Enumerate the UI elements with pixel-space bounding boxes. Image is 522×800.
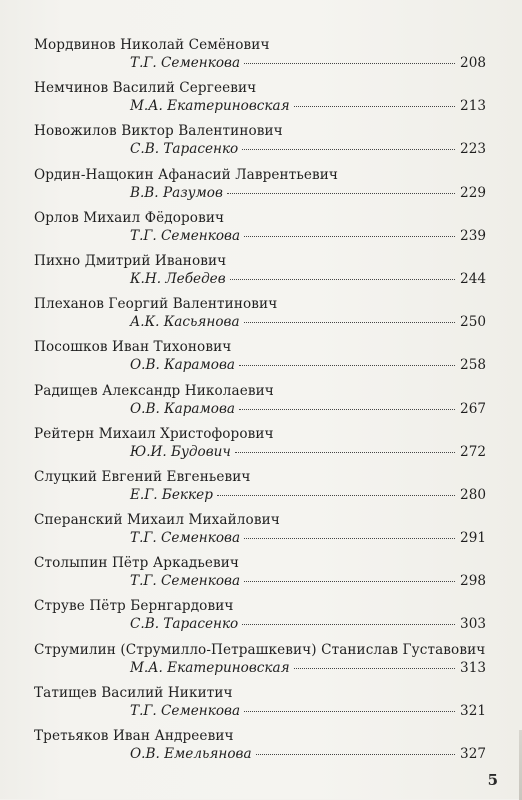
entry-page-number: 313 bbox=[460, 659, 486, 676]
toc-entry bbox=[0, 728, 522, 771]
entry-author-row bbox=[130, 228, 486, 246]
entry-subject-name: Посошков Иван Тихонович bbox=[34, 339, 232, 356]
entry-page-number: 213 bbox=[460, 98, 486, 115]
toc-entry bbox=[0, 253, 522, 296]
entry-page-number: 321 bbox=[460, 702, 486, 719]
entry-author: Т.Г. Семенкова bbox=[130, 55, 241, 71]
entry-author-row bbox=[130, 271, 486, 289]
entry-subject-name: Третьяков Иван Андреевич bbox=[34, 728, 234, 744]
dot-leader bbox=[256, 754, 455, 755]
dot-leader bbox=[244, 581, 455, 582]
toc-entry bbox=[0, 642, 522, 685]
entry-author: М.А. Екатериновская bbox=[130, 659, 290, 676]
dot-leader bbox=[239, 409, 455, 410]
dot-leader bbox=[227, 193, 455, 194]
entry-author: Е.Г. Беккер bbox=[130, 486, 213, 503]
dot-leader bbox=[244, 236, 455, 237]
toc-entry bbox=[0, 167, 522, 210]
toc-entry bbox=[0, 383, 522, 426]
entry-author-row bbox=[130, 185, 486, 203]
entry-page-number: 327 bbox=[460, 746, 486, 762]
entry-subject-name: Орлов Михаил Фёдорович bbox=[34, 209, 225, 226]
dot-leader bbox=[244, 322, 455, 323]
dot-leader bbox=[294, 106, 455, 107]
entry-subject-name: Новожилов Виктор Валентинович bbox=[34, 123, 283, 140]
entry-author: Т.Г. Семенкова bbox=[130, 573, 241, 590]
entry-author: Т.Г. Семенкова bbox=[130, 227, 241, 244]
dot-leader bbox=[235, 452, 455, 453]
entry-author: А.К. Касьянова bbox=[130, 314, 240, 331]
entry-author: К.Н. Лебедев bbox=[130, 270, 226, 287]
entry-author-row bbox=[130, 444, 486, 462]
entry-subject-name: Татищев Василий Никитич bbox=[34, 684, 233, 701]
entry-page-number: 280 bbox=[460, 486, 486, 503]
entry-subject-name: Немчинов Василий Сергеевич bbox=[34, 80, 257, 97]
entry-author-row bbox=[130, 401, 486, 419]
entry-author-row bbox=[130, 314, 486, 332]
dot-leader bbox=[242, 624, 455, 625]
dot-leader bbox=[244, 63, 455, 64]
entry-subject-name: Слуцкий Евгений Евгеньевич bbox=[34, 468, 251, 485]
toc-entry bbox=[0, 37, 522, 80]
entry-author-row bbox=[130, 660, 486, 678]
entry-page-number: 239 bbox=[460, 227, 486, 244]
entry-subject-name: Плеханов Георгий Валентинович bbox=[34, 296, 278, 313]
entry-author: Ю.И. Будович bbox=[130, 443, 231, 460]
entry-page-number: 250 bbox=[460, 314, 486, 331]
entry-page-number: 223 bbox=[460, 141, 486, 158]
dot-leader bbox=[244, 711, 455, 712]
entry-author: Т.Г. Семенкова bbox=[130, 530, 241, 547]
entry-author: О.В. Емельянова bbox=[130, 746, 252, 762]
entry-subject-name: Радищев Александр Николаевич bbox=[34, 382, 274, 399]
toc-entry bbox=[0, 685, 522, 728]
dot-leader bbox=[239, 365, 455, 366]
entry-author: В.В. Разумов bbox=[130, 184, 223, 201]
toc-entry bbox=[0, 80, 522, 123]
entry-page-number: 208 bbox=[460, 55, 486, 71]
entry-author: С.В. Тарасенко bbox=[130, 141, 239, 158]
entry-page-number: 303 bbox=[460, 616, 486, 633]
dot-leader bbox=[230, 279, 455, 280]
page-folio-number: 5 bbox=[487, 771, 498, 789]
entry-author-row bbox=[130, 98, 486, 116]
entry-author-row bbox=[130, 703, 486, 721]
entry-author: М.А. Екатериновская bbox=[130, 98, 290, 115]
toc-entry bbox=[0, 210, 522, 253]
entry-author-row bbox=[130, 530, 486, 548]
toc-entry bbox=[0, 426, 522, 469]
toc-entry bbox=[0, 339, 522, 382]
entry-subject-name: Ордин-Нащокин Афанасий Лаврентьевич bbox=[34, 166, 338, 183]
entry-subject-name: Струмилин (Струмилло-Петрашкевич) Станислав Густавович bbox=[34, 641, 486, 658]
entry-author-row bbox=[130, 141, 486, 159]
toc-entry bbox=[0, 512, 522, 555]
toc-entry bbox=[0, 598, 522, 641]
entry-author-row bbox=[130, 357, 486, 375]
entry-page-number: 298 bbox=[460, 573, 486, 590]
table-of-contents bbox=[0, 37, 522, 771]
entry-subject-name: Сперанский Михаил Михайлович bbox=[34, 512, 280, 529]
entry-author-row bbox=[130, 573, 486, 591]
toc-entry bbox=[0, 296, 522, 339]
entry-page-number: 229 bbox=[460, 184, 486, 201]
entry-page-number: 244 bbox=[460, 270, 486, 287]
toc-entry bbox=[0, 469, 522, 512]
entry-subject-name: Мордвинов Николай Семёнович bbox=[34, 37, 270, 53]
entry-subject-name: Рейтерн Михаил Христофорович bbox=[34, 425, 274, 442]
entry-page-number: 291 bbox=[460, 530, 486, 547]
entry-author: С.В. Тарасенко bbox=[130, 616, 239, 633]
toc-entry bbox=[0, 555, 522, 598]
entry-page-number: 267 bbox=[460, 400, 486, 417]
dot-leader bbox=[244, 538, 455, 539]
entry-author-row bbox=[130, 746, 486, 764]
dot-leader bbox=[242, 149, 455, 150]
entry-author: О.В. Карамова bbox=[130, 400, 235, 417]
entry-author: О.В. Карамова bbox=[130, 357, 235, 374]
entry-author: Т.Г. Семенкова bbox=[130, 702, 241, 719]
dot-leader bbox=[294, 668, 455, 669]
entry-page-number: 272 bbox=[460, 443, 486, 460]
entry-author-row bbox=[130, 55, 486, 73]
entry-page-number: 258 bbox=[460, 357, 486, 374]
entry-subject-name: Столыпин Пётр Аркадьевич bbox=[34, 555, 240, 572]
entry-author-row bbox=[130, 487, 486, 505]
toc-entry bbox=[0, 123, 522, 166]
dot-leader bbox=[217, 495, 455, 496]
entry-subject-name: Струве Пётр Бернгардович bbox=[34, 598, 234, 615]
entry-author-row bbox=[130, 616, 486, 634]
entry-subject-name: Пихно Дмитрий Иванович bbox=[34, 252, 227, 269]
